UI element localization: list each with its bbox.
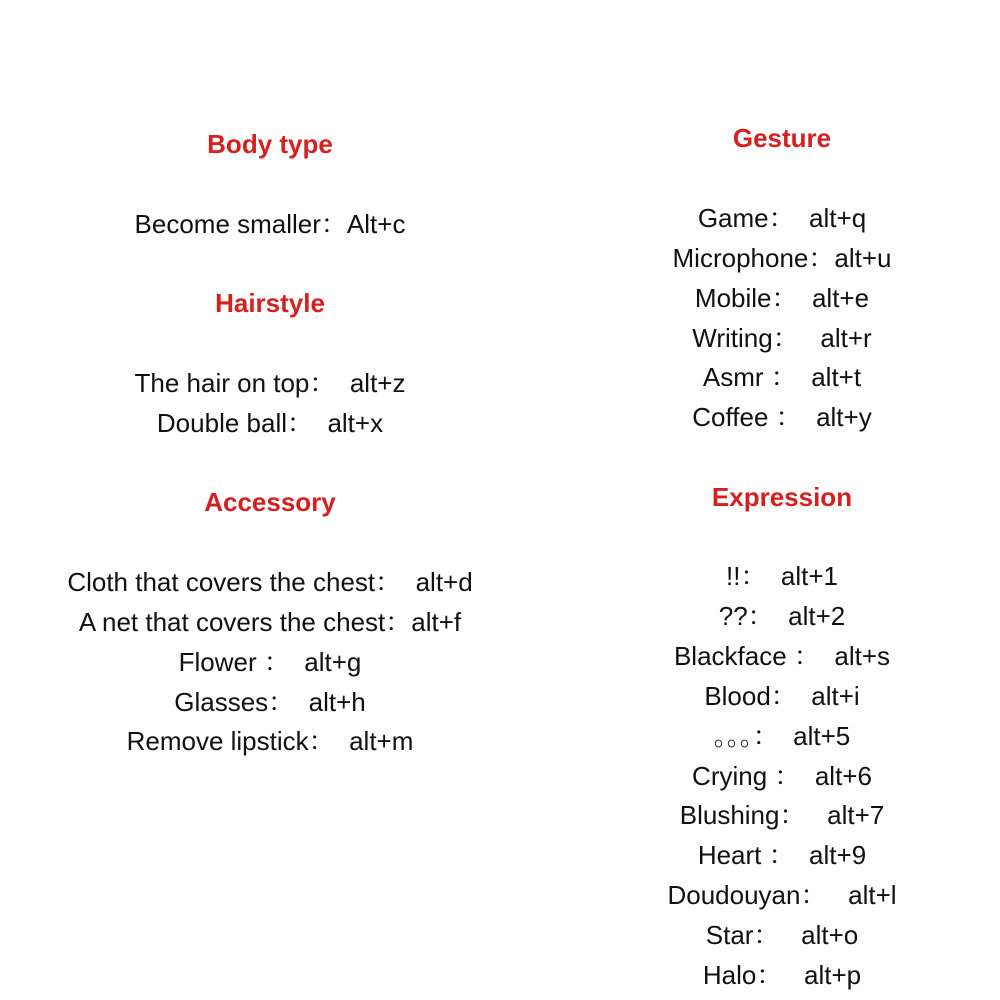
- shortcut-item: Double ball： alt+x: [156, 408, 384, 438]
- section-title-body-type: Body type: [207, 129, 333, 159]
- shortcut-item: Coffee ： alt+y: [692, 402, 872, 432]
- shortcut-item: The hair on top： alt+z: [134, 368, 406, 398]
- shortcut-item: Mobile： alt+e: [694, 283, 870, 313]
- shortcut-item: Crying ： alt+6: [692, 761, 872, 791]
- shortcut-item: Blushing： alt+7: [679, 800, 885, 830]
- shortcut-item: Remove lipstick： alt+m: [126, 726, 414, 756]
- shortcut-item: Flower ： alt+g: [178, 647, 362, 677]
- shortcut-item: Halo： alt+p: [702, 960, 862, 990]
- shortcut-item: Doudouyan： alt+l: [667, 880, 897, 910]
- shortcut-item: Heart ： alt+9: [697, 840, 867, 870]
- shortcut-item: !!： alt+1: [726, 561, 838, 591]
- shortcut-item: Glasses： alt+h: [174, 687, 366, 717]
- shortcut-item: Blood： alt+i: [704, 681, 860, 711]
- shortcut-item: Become smaller：Alt+c: [134, 209, 406, 239]
- shortcut-item: Blackface ： alt+s: [673, 641, 891, 671]
- section-title-gesture: Gesture: [732, 123, 832, 153]
- shortcut-item: Game： alt+q: [697, 203, 867, 233]
- shortcut-item: A net that covers the chest：alt+f: [78, 607, 462, 637]
- section-title-hairstyle: Hairstyle: [215, 288, 325, 318]
- shortcut-item: ??： alt+2: [718, 601, 846, 631]
- section-title-accessory: Accessory: [204, 487, 336, 517]
- shortcut-item: Microphone：alt+u: [672, 243, 892, 273]
- section-title-expression: Expression: [711, 482, 853, 512]
- shortcut-item: 。。。： alt+5: [713, 721, 851, 751]
- shortcut-item: Cloth that covers the chest： alt+d: [67, 567, 473, 597]
- shortcut-item: Writing： alt+r: [692, 323, 872, 353]
- shortcut-item: Star： alt+o: [705, 920, 859, 950]
- shortcut-item: Asmr ： alt+t: [702, 362, 862, 392]
